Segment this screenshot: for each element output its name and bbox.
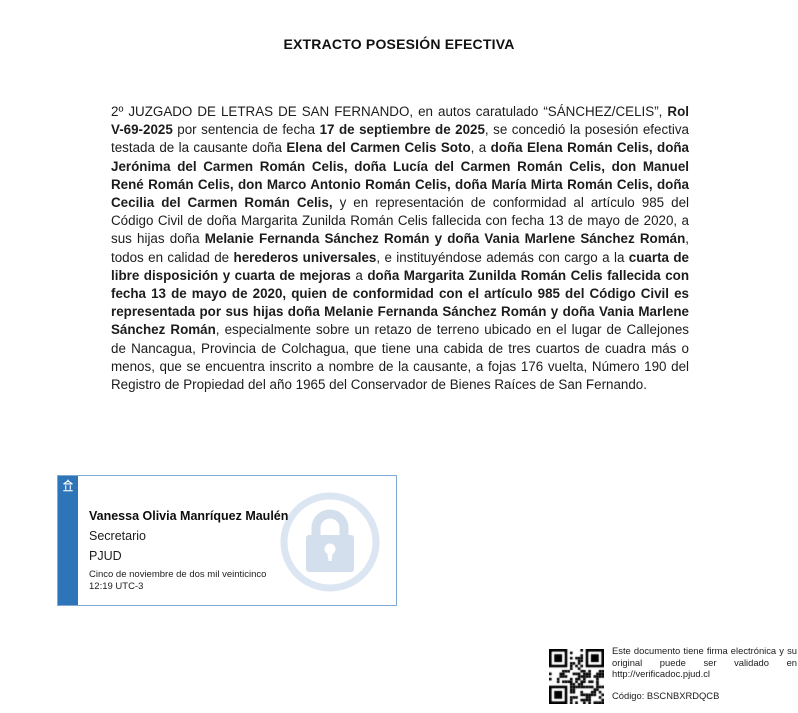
document-title: EXTRACTO POSESIÓN EFECTIVA bbox=[283, 36, 515, 52]
signature-time: 12:19 UTC-3 bbox=[89, 581, 144, 592]
verification-code: Código: BSCNBXRDQCB bbox=[612, 690, 720, 701]
signer-name: Vanessa Olivia Manríquez Maulén bbox=[89, 509, 289, 523]
signature-stamp bbox=[57, 475, 397, 606]
signature-accent-bar bbox=[58, 476, 78, 605]
signature-date: Cinco de noviembre de dos mil veinticinco bbox=[89, 569, 267, 580]
verification-text: Este documento tiene firma electrónica y su original puede ser validado en http://verificadoc.pjud.cl bbox=[612, 645, 797, 680]
signature-details bbox=[89, 506, 388, 593]
signer-role: Secretario bbox=[89, 529, 146, 543]
qr-code-icon bbox=[549, 649, 604, 704]
document-body: 2º JUZGADO DE LETRAS DE SAN FERNANDO, en autos caratulado “SÁNCHEZ/CELIS”, Rol V-69-2025 por sentencia de fecha 17 de septiembre de 2025, se concedió la posesión efectiva testada de la causante doña Elena del Carmen Celis Soto, a doña Elena Román Celis, doña Jerónima del Carmen Román Celis, doña Lucía del Carmen Román Celis, don Manuel René Román Celis, don Marco Antonio Román Celis, doña María Mirta Román Celis, doña Cecilia del Carmen Román Celis, y en representación de conformidad al artículo 985 del Código Civil de doña Margarita Zunilda Román Celis fallecida con fecha 13 de mayo de 2020, a sus hijas doña Melanie Fernanda Sánchez Román y doña Vania Marlene Sánchez Román, todos en calidad de herederos universales, e instituyéndose además con cargo a la cuarta de libre disposición y cuarta de mejoras a doña Margarita Zunilda Román Celis fallecida con fecha 13 de mayo de 2020, quien de conformidad con el artículo 985 del Código Civil es representada por sus hijas doña Melanie Fernanda Sánchez Román y doña Vania Marlene Sánchez Román, especialmente sobre un retazo de terreno ubicado en el lugar de Callejones de Nancagua, Provincia de Colchagua, que tiene una cabida de tres cuartos de cuadra más o menos, que se encuentra inscrito a nombre de la causante, a fojas 176 vuelta, Número 190 del Registro de Propiedad del año 1965 del Conservador de Bienes Raíces de San Fernando. bbox=[111, 104, 690, 393]
signer-institution: PJUD bbox=[89, 549, 122, 563]
